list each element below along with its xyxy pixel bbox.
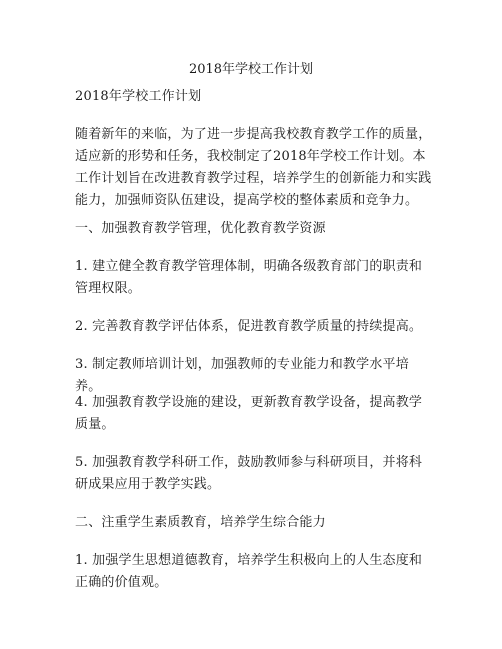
intro-paragraph: 随着新年的来临，为了进一步提高我校教育教学工作的质量，适应新的形势和任务，我校制定了2018年学校工作计划。本工作计划旨在改进教育教学过程，培养学生的创新能力和实践能力，加强师资队伍建设，提高学校的整体素质和竞争力。	[75, 127, 432, 208]
section-heading-1: 一、加强教育教学管理，优化教育教学资源	[75, 221, 326, 236]
section-2-item-1: 1. 加强学生思想道德教育，培养学生积极向上的人生态度和正确的价值观。	[75, 553, 423, 590]
document-subtitle: 2018年学校工作计划	[75, 89, 202, 104]
section-1-item-2: 2. 完善教育教学评估体系，促进教育教学质量的持续提高。	[75, 319, 423, 334]
section-heading-2: 二、注重学生素质教育，培养学生综合能力	[75, 515, 326, 530]
section-1-item-1: 1. 建立健全教育教学管理体制，明确各级教育部门的职责和管理权限。	[75, 259, 423, 296]
section-1-item-3: 3. 制定教师培训计划，加强教师的专业能力和教学水平培养。	[75, 357, 409, 394]
section-1-item-4: 4. 加强教育教学设施的建设，更新教育教学设备，提高教学质量。	[75, 395, 423, 432]
document-title: 2018年学校工作计划	[188, 62, 314, 77]
section-1-item-5: 5. 加强教育教学科研工作，鼓励教师参与科研项目，并将科研成果应用于教学实践。	[75, 455, 423, 492]
